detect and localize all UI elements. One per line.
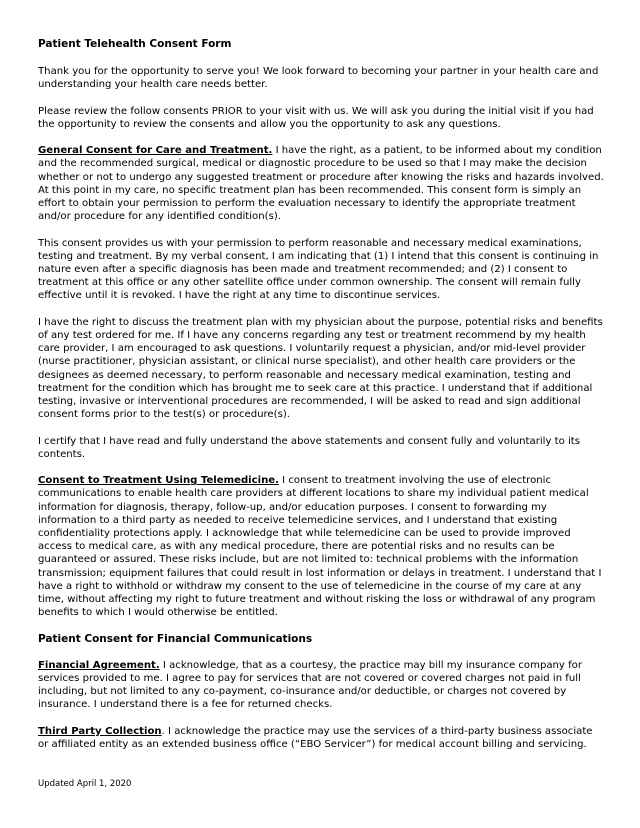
third-party-paragraph xyxy=(38,725,604,751)
general-consent-heading: General Consent for Care and Treatment. xyxy=(38,145,273,157)
financial-section-heading: Patient Consent for Financial Communications xyxy=(38,632,313,645)
intro-paragraph: Please review the follow consents PRIOR to your visit with us. We will ask you during the initial visit if you had the opportunity to review the consents and allow you the opportunity to ask any questions. xyxy=(38,105,594,130)
general-consent-paragraph xyxy=(38,144,604,223)
third-party-heading: Third Party Collection xyxy=(38,725,162,737)
general-consent-text: I have the right, as a patient, to be informed about my condition and the recommended surgical, medical or diagnostic procedure to be used so that I may make the decision whether or not to undergo any suggested treatment or procedure after knowing the risks and hazards involved. At this point in my care, no specific treatment plan has been recommended. This consent form is simply an effort to obtain your permission to perform the evaluation necessary to identify the appropriate treatment and/or procedure for any identified condition(s). xyxy=(38,145,604,223)
certification-paragraph: I certify that I have read and fully understand the above statements and consent fully and voluntarily to its contents. xyxy=(38,435,580,460)
telemedicine-heading: Consent to Treatment Using Telemedicine. xyxy=(38,475,279,487)
page-title: Patient Telehealth Consent Form xyxy=(38,38,232,50)
consent-document xyxy=(38,38,604,764)
telemedicine-text: I consent to treatment involving the use of electronic communications to enable health care providers at different locations to share my individual patient medical information for diagnosis, therapy, follow-up, and/or education purposes. I consent to forwarding my information to a third party as needed to receive telemedicine services, and I understand that existing confidentiality protections apply. I acknowledge that while telemedicine can be used to provide improved access to medical care, as with any medical procedure, there are potential risks and no results can be guaranteed or assured. These risks include, but are not limited to: technical problems with the information transmission; equipment failures that could result in lost information or delays in treatment. I understand that I have a right to withhold or withdraw my consent to the use of telemedicine in the course of my care at any time, without affecting my right to future treatment and without risking the loss or withdrawal of any program benefits to which I would otherwise be entitled. xyxy=(38,475,602,619)
intro-paragraph: Thank you for the opportunity to serve you! We look forward to becoming your partner in your health care and understanding your health care needs better. xyxy=(38,66,599,91)
financial-agreement-heading: Financial Agreement. xyxy=(38,659,160,671)
financial-agreement-text: I acknowledge, that as a courtesy, the practice may bill my insurance company for services provided to me. I agree to pay for services that are not covered or covered charges not paid in full including, but not limited to any co-payment, co-insurance and/or deductible, or charges not covered by insurance. I understand there is a fee for returned checks. xyxy=(38,659,582,711)
third-party-text: . I acknowledge the practice may use the services of a third-party business associate or affiliated entity as an extended business office (“EBO Servicer”) for medical account billing and servicing. xyxy=(38,725,593,750)
updated-date: Updated April 1, 2020 xyxy=(38,779,132,789)
general-consent-paragraph: I have the right to discuss the treatment plan with my physician about the purpose, potential risks and benefits of any test ordered for me. If I have any concerns regarding any test or treatment recommend by my health care provider, I am encouraged to ask questions. I voluntarily request a physician, and/or mid-level provider (nurse practitioner, physician assistant, or clinical nurse specialist), and other health care providers or the designees as deemed necessary, to perform reasonable and necessary medical examination, testing and treatment for the condition which has brought me to seek care at this practice. I understand that if additional testing, invasive or interventional procedures are recommended, I will be asked to read and sign additional consent forms prior to the test(s) or procedure(s). xyxy=(38,316,603,421)
general-consent-paragraph: This consent provides us with your permission to perform reasonable and necessary medical examinations, testing and treatment. By my verbal consent, I am indicating that (1) I intend that this consent is continuing in nature even after a specific diagnosis has been made and treatment recommended; and (2) I consent to treatment at this office or any other satellite office under common ownership. The consent will remain fully effective until it is revoked. I have the right at any time to discontinue services. xyxy=(38,237,599,302)
financial-agreement-paragraph xyxy=(38,659,604,712)
telemedicine-paragraph xyxy=(38,474,604,619)
